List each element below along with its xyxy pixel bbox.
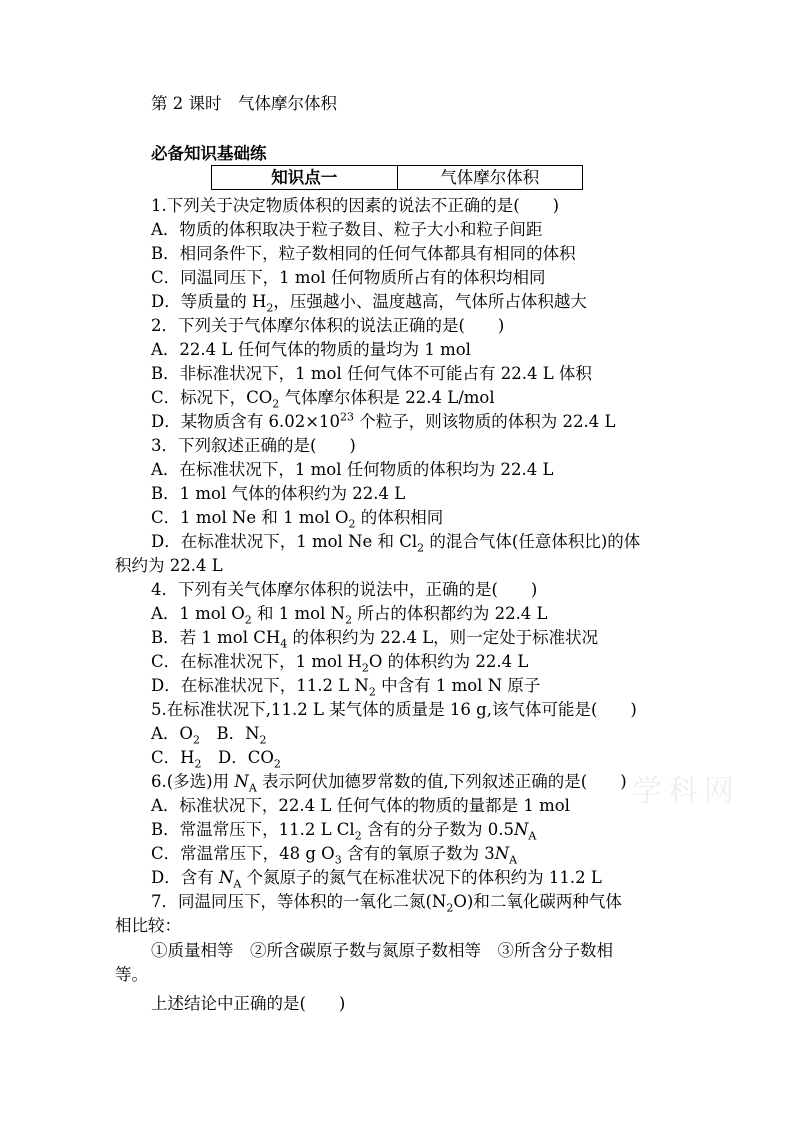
knowledge-point-topic: 气体摩尔体积 — [440, 168, 540, 187]
text-line: 相比较： — [115, 916, 181, 935]
knowledge-point-label: 知识点一 — [212, 166, 398, 189]
text-line: C．$H_2$ D．$CO_2$ — [151, 748, 281, 771]
text-line: 7．同温同压下，等体积的一氧化二氮$(N_2O)$和二氧化碳两种气体 — [151, 892, 622, 915]
text-line: B．若 1 mol $CH_4$ 的体积约为 22.4 L，则一定处于标准状况 — [151, 628, 599, 651]
text-line: 1.下列关于决定物质体积的因素的说法不正确的是( ) — [151, 196, 560, 215]
text-line: D．在标准状况下，11.2 L $N_2$ 中含有 1 mol N 原子 — [151, 676, 541, 699]
text-line: B．非标准状况下，1 mol 任何气体不可能占有 22.4 L 体积 — [151, 364, 592, 383]
text-line: C．在标准状况下，1 mol $H_2O$ 的体积约为 22.4 L — [151, 652, 529, 675]
text-line: ①质量相等 ②所含碳原子数与氮原子数相等 ③所含分子数相 — [151, 941, 613, 960]
text-line: A．物质的体积取决于粒子数目、粒子大小和粒子间距 — [151, 220, 543, 239]
text-line: 积约为 22.4 L — [115, 556, 223, 575]
text-line: D．含有 $N_A$ 个氮原子的氮气在标准状况下的体积约为 11.2 L — [151, 868, 602, 891]
text-line: A．22.4 L 任何气体的物质的量均为 1 mol — [151, 340, 471, 359]
knowledge-point-box — [211, 165, 583, 190]
text-line: 上述结论中正确的是( ) — [151, 994, 346, 1013]
text-line: D．在标准状况下，1 mol Ne 和 $Cl_2$ 的混合气体(任意体积比)的体 — [151, 532, 641, 555]
text-line: B．1 mol 气体的体积约为 22.4 L — [151, 484, 406, 503]
text-line: B．相同条件下，粒子数相同的任何气体都具有相同的体积 — [151, 244, 576, 263]
text-line: A．标准状况下，22.4 L 任何气体的物质的量都是 1 mol — [151, 796, 570, 815]
text-line: C．同温同压下，1 mol 任何物质所占有的体积均相同 — [151, 268, 546, 287]
text-line: B．常温常压下，11.2 L $Cl_2$ 含有的分子数为 $0.5N_A$ — [151, 820, 537, 843]
lesson-title: 第 2 课时 气体摩尔体积 — [151, 94, 337, 113]
text-line: 等。 — [115, 965, 148, 984]
text-line: 5.在标准状况下,11.2 L 某气体的质量是 16 g,该气体可能是( ) — [151, 700, 637, 719]
watermark: 学科网 — [632, 774, 740, 809]
text-line: D．某物质含有 $6.02\times 10^{23}$ 个粒子，则该物质的体积为 22.4 L — [151, 410, 616, 431]
text-line: 4．下列有关气体摩尔体积的说法中，正确的是( ) — [151, 580, 538, 599]
text-line: A．在标准状况下，1 mol 任何物质的体积均为 22.4 L — [151, 460, 554, 479]
text-line: C．标况下，$CO_2$ 气体摩尔体积是 22.4 L/mol — [151, 388, 495, 411]
text-line: C．1 mol Ne 和 1 mol $O_2$ 的体积相同 — [151, 508, 444, 531]
text-line: D．等质量的 $H_2$，压强越小、温度越高，气体所占体积越大 — [151, 292, 587, 315]
text-line: 2．下列关于气体摩尔体积的说法正确的是( ) — [151, 316, 505, 335]
text-line: C．常温常压下，48 g $O_3$ 含有的氧原子数为 $3N_A$ — [151, 844, 518, 867]
section-title: 必备知识基础练 — [151, 144, 267, 163]
text-line: A．1 mol $O_2$ 和 1 mol $N_2$ 所占的体积都约为 22.4 L — [151, 604, 548, 627]
text-line: 3．下列叙述正确的是( ) — [151, 436, 356, 455]
text-line: 6.(多选)用 $N_A$ 表示阿伏加德罗常数的值,下列叙述正确的是( ) — [151, 772, 627, 795]
text-line: A．$O_2$ B．$N_2$ — [151, 724, 267, 747]
